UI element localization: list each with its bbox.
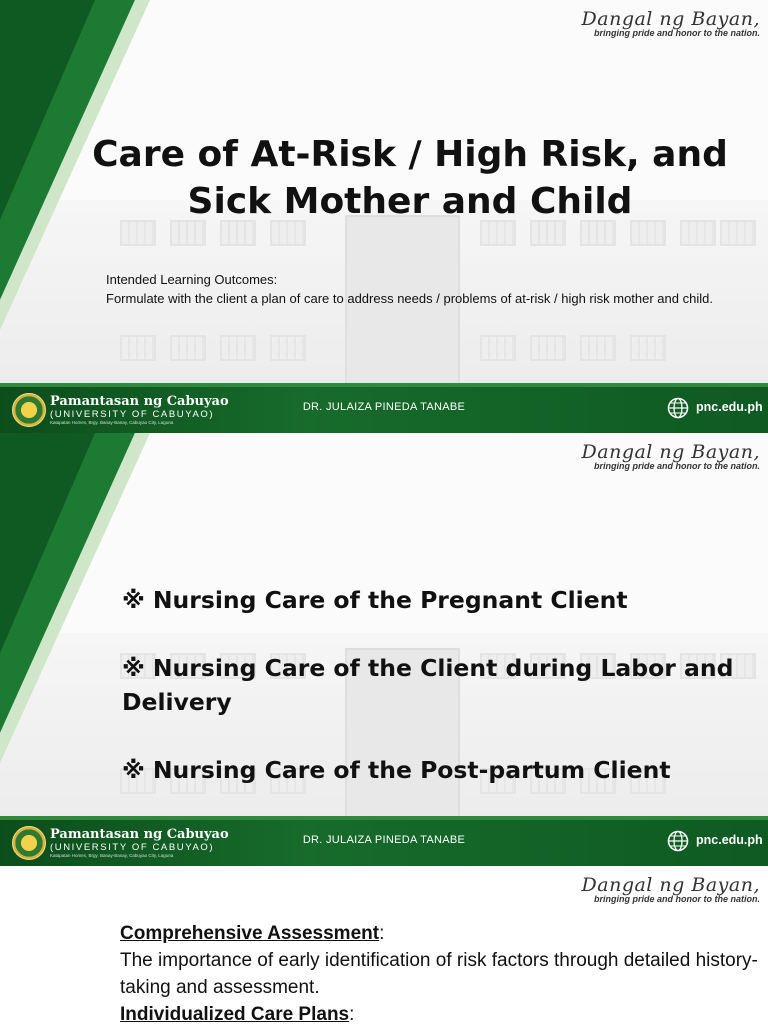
heading-colon: : bbox=[379, 923, 385, 944]
website-link[interactable]: pnc.edu.ph bbox=[696, 833, 763, 847]
slide-1 bbox=[0, 0, 768, 433]
topic-text: Nursing Care of the Client during Labor and Delivery bbox=[122, 654, 734, 716]
ilo-text: Formulate with the client a plan of care to address needs / problems of at-risk / high risk mother and child. bbox=[106, 291, 713, 306]
topic-item bbox=[122, 651, 742, 719]
reference-mark-icon: ※ bbox=[122, 654, 145, 682]
heading-comprehensive-assessment: Comprehensive Assessment bbox=[120, 923, 380, 944]
topic-item bbox=[122, 753, 742, 787]
brand-script: Dangal ng Bayan, bbox=[581, 441, 760, 463]
learning-outcomes bbox=[106, 270, 746, 308]
heading-colon: : bbox=[349, 1004, 355, 1024]
section-heading bbox=[120, 920, 760, 947]
presenter-name: DR. JULAIZA PINEDA TANABE bbox=[302, 401, 466, 413]
university-name-en: (UNIVERSITY OF CABUYAO) bbox=[50, 409, 215, 420]
ilo-heading: Intended Learning Outcomes: bbox=[106, 272, 278, 287]
university-name: Pamantasan ng Cabuyao bbox=[50, 827, 229, 842]
heading-individualized-care-plans: Individualized Care Plans bbox=[120, 1004, 350, 1024]
globe-icon bbox=[667, 830, 689, 852]
presenter-name: DR. JULAIZA PINEDA TANABE bbox=[302, 834, 466, 846]
slide-title bbox=[60, 132, 760, 226]
topic-item bbox=[122, 583, 742, 617]
brand-tagline: bringing pride and honor to the nation. bbox=[594, 894, 760, 904]
university-name-en: (UNIVERSITY OF CABUYAO) bbox=[50, 842, 215, 853]
topic-text: Nursing Care of the Pregnant Client bbox=[152, 586, 628, 614]
website-link[interactable]: pnc.edu.ph bbox=[696, 400, 763, 414]
title-line-2: Sick Mother and Child bbox=[187, 180, 633, 222]
topic-text: Nursing Care of the Post-partum Client bbox=[152, 756, 671, 784]
brand-motto bbox=[582, 874, 760, 904]
university-address: Katapatan Homes, Brgy. Banay-Banay, Cabuyao City, Laguna bbox=[50, 853, 174, 858]
reference-mark-icon: ※ bbox=[122, 756, 145, 784]
slide-body bbox=[120, 920, 760, 1024]
slide-2 bbox=[0, 433, 768, 866]
section-heading bbox=[120, 1001, 760, 1024]
topic-list bbox=[122, 583, 742, 821]
reference-mark-icon: ※ bbox=[122, 586, 145, 614]
brand-tagline: bringing pride and honor to the nation. bbox=[594, 28, 760, 38]
brand-motto bbox=[582, 8, 760, 38]
globe-icon bbox=[667, 397, 689, 419]
university-address: Katapatan Homes, Brgy. Banay-Banay, Cabuyao City, Laguna bbox=[50, 420, 174, 425]
slide-footer bbox=[0, 383, 768, 433]
brand-motto bbox=[582, 441, 760, 471]
brand-tagline: bringing pride and honor to the nation. bbox=[594, 461, 760, 471]
title-line-1: Care of At-Risk / High Risk, and bbox=[92, 134, 728, 175]
university-name: Pamantasan ng Cabuyao bbox=[50, 394, 229, 409]
brand-script: Dangal ng Bayan, bbox=[581, 874, 760, 896]
section-text: The importance of early identification of risk factors through detailed history-taking and assessment. bbox=[120, 950, 758, 998]
slide-footer bbox=[0, 816, 768, 866]
slide-3 bbox=[0, 866, 768, 1024]
brand-script: Dangal ng Bayan, bbox=[581, 8, 760, 30]
